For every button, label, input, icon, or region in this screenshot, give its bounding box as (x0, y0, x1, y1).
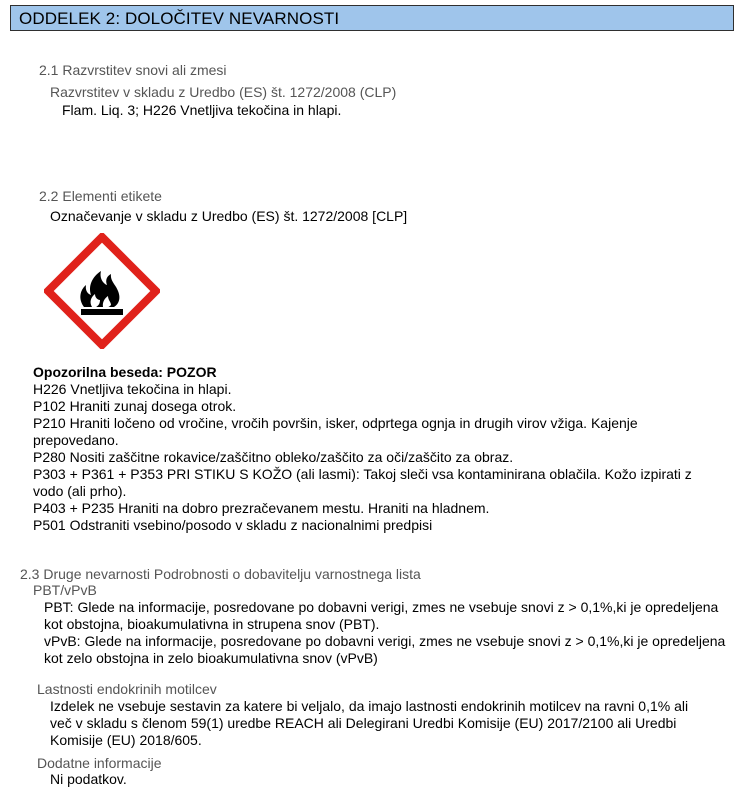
statement-item: P280 Nositi zaščitne rokavice/zaščitno obleko/zaščito za oči/zaščito za obraz. (33, 449, 514, 465)
section-2-3-heading: 2.3 Druge nevarnosti Podrobnosti o dobavitelju varnostnega lista (20, 566, 421, 582)
section-2-1-heading: 2.1 Razvrstitev snovi ali zmesi (39, 62, 227, 78)
vpvb-text: vPvB: Glede na informacije, posredovane po dobavni verigi, zmes ne vsebuje snovi z > 0,1%,ki je opredeljena kot zelo obstojna in zelo bioakumulativna snov (vPvB) (44, 633, 726, 666)
pbt-text: PBT: Glede na informacije, posredovane po dobavni verigi, zmes ne vsebuje snovi z > 0,1%,ki je opredeljena kot obstojna, bioakumulativna in strupena snov (PBT). (44, 599, 719, 632)
section-header-bar (10, 5, 734, 31)
hazard-statement-list (33, 381, 723, 534)
signal-word: Opozorilna beseda: POZOR (33, 364, 217, 380)
section-2-2-heading: 2.2 Elementi etikete (39, 188, 162, 204)
statement-item: P210 Hraniti ločeno od vročine, vročih površin, isker, odprtega ognja in drugih virov vžiga. Kajenje prepovedano. (33, 415, 638, 448)
endocrine-text: Izdelek ne vsebuje sestavin za katere bi veljalo, da imajo lastnosti endokrinih motilcev na ravni 0,1% ali več v skladu s členom 59(1) uredbe REACH ali Delegirani Uredbi Komisije (EU) 2017/2100 ali Uredbi Komisije (EU) 2018/605. (50, 698, 689, 748)
statement-item: P303 + P361 + P353 PRI STIKU S KOŽO (ali lasmi): Takoj sleči vsa kontaminirana oblačila. Kožo izpirati z vodo (ali prho). (33, 466, 692, 499)
classification-text: Flam. Liq. 3; H226 Vnetljiva tekočina in hlapi. (62, 102, 342, 118)
section-title: ODDELEK 2: DOLOČITEV NEVARNOSTI (19, 9, 340, 28)
statement-item: P501 Odstraniti vsebino/posodo v skladu z nacionalnimi predpisi (33, 517, 433, 533)
pbt-label: PBT/vPvB (33, 582, 97, 598)
statement-item: P102 Hraniti zunaj dosega otrok. (33, 398, 237, 414)
labelling-subheading: Označevanje v skladu z Uredbo (ES) št. 1272/2008 [CLP] (50, 208, 408, 224)
flame-pictogram-icon (44, 233, 160, 349)
endocrine-label: Lastnosti endokrinih motilcev (37, 681, 217, 697)
additional-info-label: Dodatne informacije (37, 755, 162, 771)
additional-info-text: Ni podatkov. (50, 771, 127, 787)
statement-item: H226 Vnetljiva tekočina in hlapi. (33, 381, 232, 397)
classification-subheading: Razvrstitev v skladu z Uredbo (ES) št. 1272/2008 (CLP) (50, 84, 397, 100)
statement-item: P403 + P235 Hraniti na dobro prezračevanem mestu. Hraniti na hladnem. (33, 500, 490, 516)
